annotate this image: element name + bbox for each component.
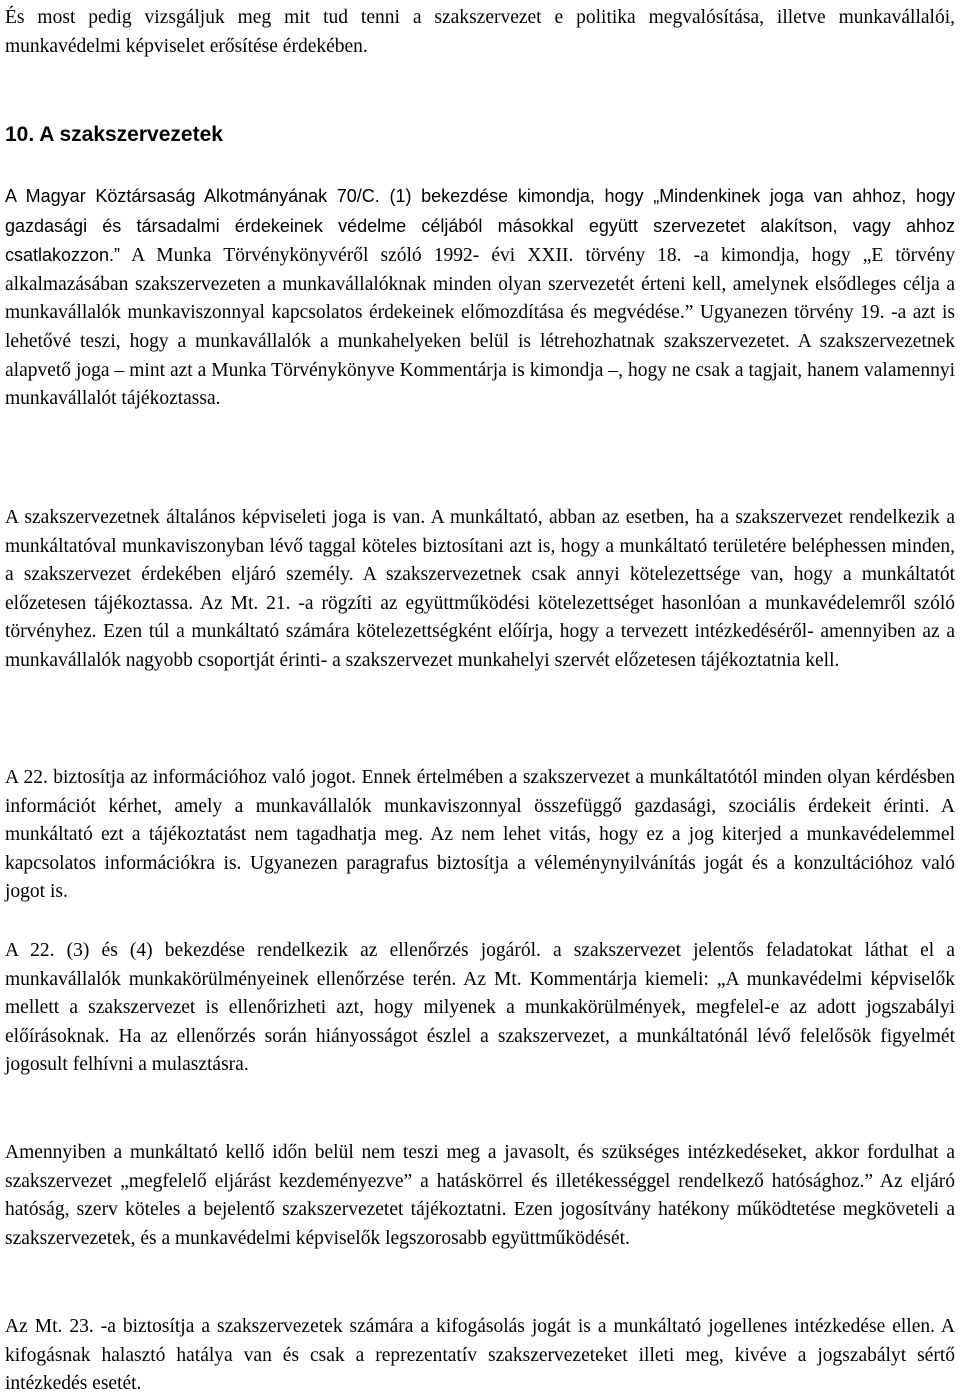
paragraph-ellenorzes-jog: A 22. (3) és (4) bekezdése rendelkezik az ellenőrzés jogáról. a szakszervezet jelentős feladatokat láthat el a munkavállalók munkakörülményeinek ellenőrzése terén. Az Mt. Kommentárja kiemeli: „A munkavédelmi képviselők mellett a szakszervezet is ellenőrizheti azt, hogy milyenek a munkakörülmények, megfelel-e az adott jogszabályi előírásoknak. Ha az ellenőrzés során hiányosságot észlel a szakszervezet, a munkáltatónál lévő felelősök figyelmét jogosult felhívni a mulasztásra.: [5, 940, 955, 1076]
intro-paragraph: És most pedig vizsgáljuk meg mit tud tenni a szakszervezet e politika megvalósítása, illetve munkavállalói, munkavédelmi képviselet erősítése érdekében.: [5, 7, 955, 57]
paragraph-alkotmany-rest: A Munka Törvénykönyvéről szóló 1992- évi XXII. törvény 18. -a kimondja, hogy „E törvény alkalmazásában szakszervezeten a munkavállalóknak minden olyan szervezetét érteni kell, amelynek elsődleges célja a munkavállalók munkaviszonnyal kapcsolatos érdekeinek előmozdítása és megvédése.” Ugyanezen törvény 19. -a azt is lehetővé teszi, hogy a munkavállalók a munkahelyeken belül is létrehozhatnak szakszervezetet. A szakszervezetnek alapvető joga – mint azt a Munka Törvénykönyve Kommentárja is kimondja –, hogy ne csak a tagjait, hanem valamennyi munkavállalót tájékoztassa.: [5, 245, 955, 410]
paragraph-kifogasolas-jog: Az Mt. 23. -a biztosítja a szakszervezetek számára a kifogásolás jogát is a munkáltató jogellenes intézkedése ellen. A kifogásnak halasztó hatálya van és csak a reprezentatív szakszervezeteket illeti meg, kivéve a jogszabályt sértő intézkedés esetét.: [5, 1316, 955, 1395]
paragraph-informacio-jog: A 22. biztosítja az információhoz való jogot. Ennek értelmében a szakszervezet a munkáltatótól minden olyan kérdésben információt kérhet, amely a munkavállalók munkaviszonnyal összefüggő gazdasági, szociális érdekeit érinti. A munkáltató ezt a tájékoztatást nem tagadhatja meg. Az nem lehet vitás, hogy ez a jog kiterjed a munkavédelemmel kapcsolatos információkra is. Ugyanezen paragrafus biztosítja a véleménynyilvánítás jogát és a konzultációhoz való jogot is.: [5, 767, 955, 903]
section-heading: 10. A szakszervezetek: [5, 123, 223, 146]
paragraph-hatosag: Amennyiben a munkáltató kellő időn belül nem teszi meg a javasolt, és szükséges intézkedéseket, akkor fordulhat a szakszervezet „megfelelő eljárást kezdeményezve” a hatáskörrel és illetékességgel rendelkező hatósághoz.” Az eljáró hatóság, szerv köteles a bejelentő szakszervezetet tájékoztatni. Ezen jogosítvány hatékony működtetése megköveteli a szakszervezetek, és a munkavédelmi képviselők legszorosabb együttműködését.: [5, 1142, 955, 1249]
paragraph-alkotmany-quote: A Magyar Köztársaság Alkotmányának 70/C. (1) bekezdése kimondja, hogy „Mindenkinek joga van ahhoz, hogy gazdasági és társadalmi érdekeinek védelme céljából másokkal együtt szervezetet alakítson, vagy ahhoz csatlakozzon.”: [5, 186, 955, 266]
paragraph-alkotmany: [5, 182, 955, 414]
paragraph-kepviseleti-jog: A szakszervezetnek általános képviseleti joga is van. A munkáltató, abban az esetben, ha a szakszervezet rendelkezik a munkáltatóval munkaviszonyban lévő taggal köteles biztosítani azt is, hogy a munkáltató területére beléphessen minden, a szakszervezet érdekében eljáró személy. A szakszervezetnek csak annyi kötelezettsége van, hogy a munkáltatót előzetesen tájékoztassa. Az Mt. 21. -a rögzíti az együttműködési kötelezettséget hasonlóan a munkavédelemről szóló törvényhez. Ezen túl a munkáltató számára kötelezettségként előírja, hogy a tervezett intézkedéséről- amennyiben az a munkavállalók nagyobb csoportját érinti- a szakszervezet munkahelyi szervét előzetesen tájékoztatnia kell.: [5, 507, 955, 671]
